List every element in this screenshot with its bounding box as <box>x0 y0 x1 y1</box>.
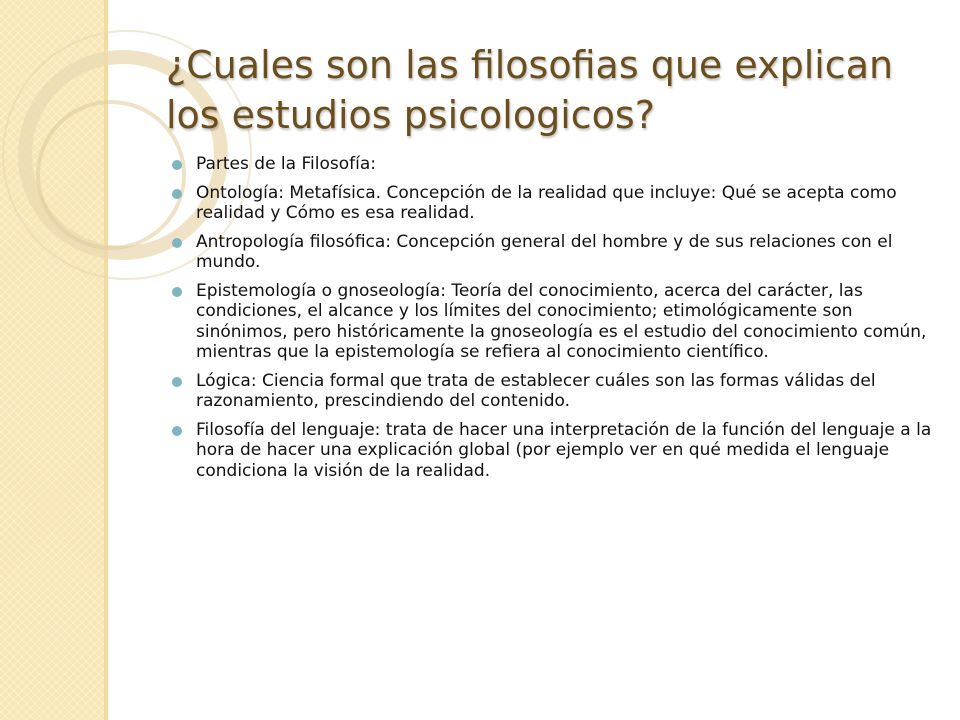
bullet-dot-icon <box>172 377 182 387</box>
bullet-item-lenguaje <box>172 420 934 482</box>
bullet-text: Epistemología o gnoseología: Teoría del conocimiento, acerca del carácter, las condiciones, el alcance y los límites del conocimiento; etimológicamente son sinónimos, pero históricamente la gnoseología es el estudio del conocimiento común, mientras que la epistemología se refiera al conocimiento científico. <box>196 280 927 362</box>
bullet-dot-icon <box>172 287 182 297</box>
bullet-item-epistemologia <box>172 281 934 363</box>
bullet-list <box>172 154 934 489</box>
bullet-text: Antropología filosófica: Concepción general del hombre y de sus relaciones con el mundo. <box>196 231 893 272</box>
bullet-item-partes <box>172 154 934 175</box>
bullet-item-antropologia <box>172 232 934 273</box>
slide-title: ¿Cuales son las filosofias que explican los estudios psicologicos? <box>166 43 894 137</box>
bullet-text: Filosofía del lenguaje: trata de hacer una interpretación de la función del lenguaje a la hora de hacer una explicación global (por ejemplo ver en qué medida el lenguaje condiciona la visión de la realidad. <box>196 419 932 481</box>
bullet-dot-icon <box>172 426 182 436</box>
decorative-ring-inner <box>36 100 186 250</box>
bullet-dot-icon <box>172 160 182 170</box>
bullet-text: Lógica: Ciencia formal que trata de establecer cuáles son las formas válidas del razonamiento, prescindiendo del contenido. <box>196 370 876 411</box>
bullet-dot-icon <box>172 189 182 199</box>
bullet-dot-icon <box>172 238 182 248</box>
bullet-text: Ontología: Metafísica. Concepción de la realidad que incluye: Qué se acepta como realidad y Cómo es esa realidad. <box>196 182 897 223</box>
bullet-text: Partes de la Filosofía: <box>196 154 376 174</box>
bullet-item-logica <box>172 371 934 412</box>
bullet-item-ontologia <box>172 183 934 224</box>
